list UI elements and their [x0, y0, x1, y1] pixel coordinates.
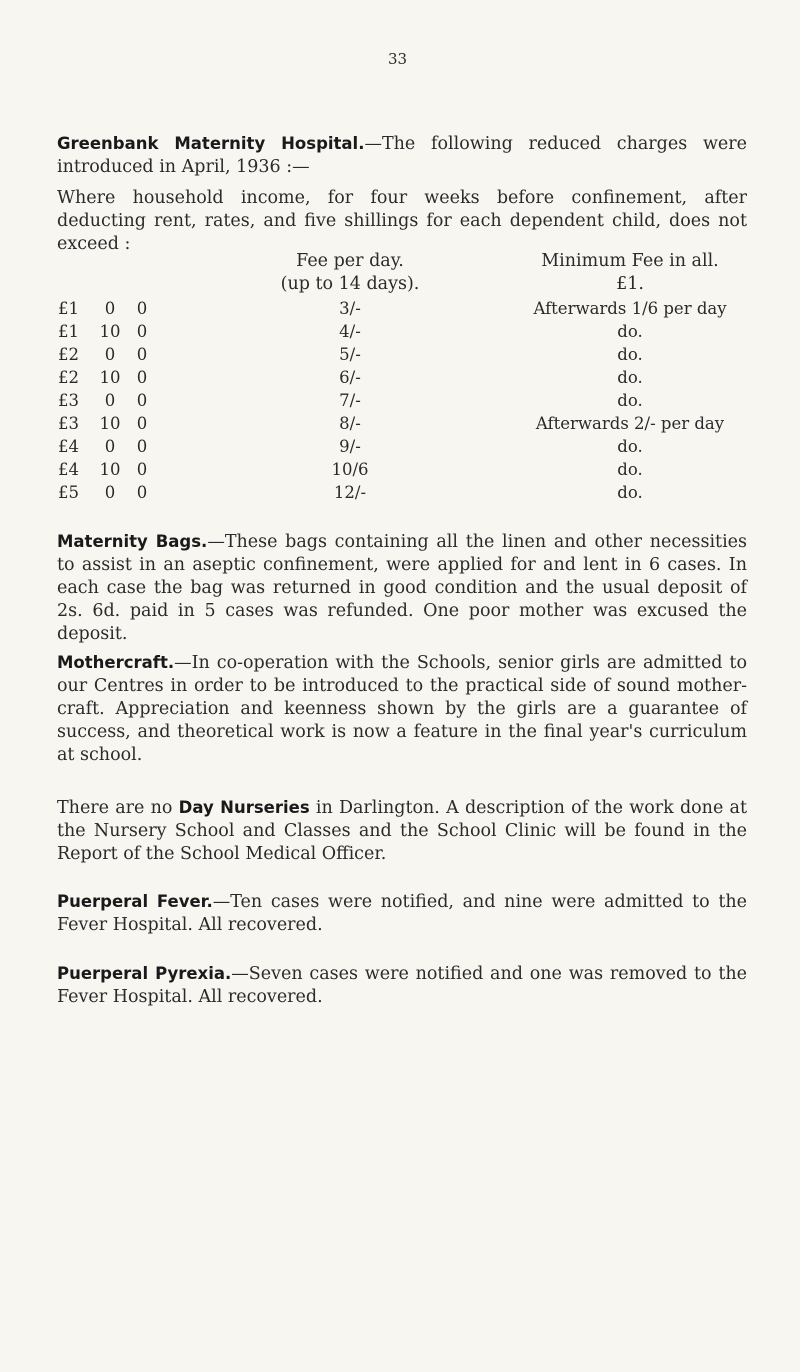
minimum-fee: do. [617, 437, 643, 456]
income-pence: 0 [136, 345, 148, 364]
income-pence: 0 [136, 483, 148, 502]
puerperal-pyrexia-heading: Puerperal Pyrexia. [57, 964, 232, 983]
minimum-fee: do. [617, 460, 643, 479]
mothercraft-heading: Mothercraft. [57, 653, 175, 672]
minimum-fee-header [520, 250, 740, 296]
income-pounds: £1 [58, 299, 79, 318]
income-shillings: 0 [104, 299, 116, 318]
table-row [0, 414, 800, 437]
fee-per-day: 12/- [333, 483, 367, 502]
income-pounds: £2 [58, 368, 79, 387]
income-shillings: 10 [99, 322, 121, 341]
table-row [0, 437, 800, 460]
income-pence: 0 [136, 460, 148, 479]
day-nurseries-emphasis: Day Nurseries [178, 798, 310, 817]
table-row [0, 322, 800, 345]
table-row [0, 460, 800, 483]
income-pounds: £3 [58, 391, 79, 410]
minimum-fee: do. [617, 322, 643, 341]
fee-per-day: 5/- [339, 345, 361, 364]
income-pence: 0 [136, 391, 148, 410]
minimum-fee: do. [617, 391, 643, 410]
income-pence: 0 [136, 414, 148, 433]
day-nurseries-before: There are no [57, 798, 179, 818]
day-nurseries-after: in Darlington. A description of the work done at the Nursery School and Classes and the School Clinic will be found in the Report of the School Medical Officer. [57, 798, 747, 864]
income-pounds: £1 [58, 322, 79, 341]
fee-header-line2: (up to 14 days). [280, 274, 420, 294]
fee-per-day: 3/- [339, 299, 361, 318]
fee-per-day: 9/- [339, 437, 361, 456]
mothercraft-text: —In co-operation with the Schools, senior girls are admitted to our Centres in order to be introduced to the practical side of sound mother-craft. Appreciation and keenness shown by the girls are a guarantee of success, and theoretical work is now a feature in the final year's curriculum at school. [57, 653, 747, 765]
table-row [0, 345, 800, 368]
table-row [0, 391, 800, 414]
min-header-line2: £1. [616, 274, 644, 294]
maternity-bags-text: —These bags containing all the linen and other necessities to assist in an aseptic confinement, were applied for and lent in 6 cases. In each case the bag was returned in good condition and the usual deposit of 2s. 6d. paid in 5 cases was refunded. One poor mother was excused the deposit. [57, 532, 748, 644]
income-pence: 0 [136, 299, 148, 318]
table-row [0, 299, 800, 322]
fee-per-day: 10/6 [331, 460, 369, 479]
income-shillings: 10 [99, 460, 121, 479]
minimum-fee: do. [617, 368, 643, 387]
income-pence: 0 [136, 322, 148, 341]
income-pounds: £3 [58, 414, 79, 433]
income-shillings: 10 [99, 368, 121, 387]
fee-per-day: 8/- [339, 414, 361, 433]
minimum-fee: Afterwards 1/6 per day [533, 299, 727, 318]
income-pence: 0 [136, 437, 148, 456]
puerperal-pyrexia-text: —Seven cases were notified and one was removed to the Fever Hospital. All recovered. [57, 964, 747, 1007]
income-pounds: £5 [58, 483, 79, 502]
puerperal-fever-paragraph [57, 890, 747, 937]
page-number: 33 [388, 50, 408, 68]
table-row [0, 483, 800, 506]
income-shillings: 10 [99, 414, 121, 433]
minimum-fee: Afterwards 2/- per day [535, 414, 725, 433]
greenbank-intro: —The following reduced charges were introduced in April, 1936 :— [57, 134, 747, 177]
puerperal-fever-heading: Puerperal Fever. [57, 892, 213, 911]
income-shillings: 0 [104, 483, 116, 502]
income-pence: 0 [136, 368, 148, 387]
minimum-fee: do. [617, 345, 643, 364]
table-row [0, 368, 800, 391]
fee-per-day: 7/- [339, 391, 361, 410]
income-shillings: 0 [104, 391, 116, 410]
fee-per-day: 4/- [339, 322, 361, 341]
income-pounds: £2 [58, 345, 79, 364]
income-condition-paragraph: Where household income, for four weeks before confinement, after deducting rent, rates, and five shillings for each dependent child, does not exceed : [57, 188, 747, 254]
puerperal-fever-text: —Ten cases were notified, and nine were admitted to the Fever Hospital. All recovered. [57, 892, 748, 935]
income-pounds: £4 [58, 437, 79, 456]
income-pounds: £4 [58, 460, 79, 479]
mothercraft-paragraph [57, 651, 747, 767]
fee-per-day-header [270, 250, 430, 296]
fee-header-line1: Fee per day. [296, 251, 404, 271]
day-nurseries-paragraph [57, 796, 747, 866]
min-header-line1: Minimum Fee in all. [541, 251, 719, 271]
puerperal-pyrexia-paragraph [57, 962, 747, 1009]
greenbank-paragraph [57, 132, 747, 179]
minimum-fee: do. [617, 483, 643, 502]
maternity-bags-heading: Maternity Bags. [57, 532, 208, 551]
income-shillings: 0 [104, 345, 116, 364]
fee-per-day: 6/- [339, 368, 361, 387]
income-shillings: 0 [104, 437, 116, 456]
greenbank-heading: Greenbank Maternity Hospital. [57, 134, 365, 153]
maternity-bags-paragraph [57, 530, 747, 646]
